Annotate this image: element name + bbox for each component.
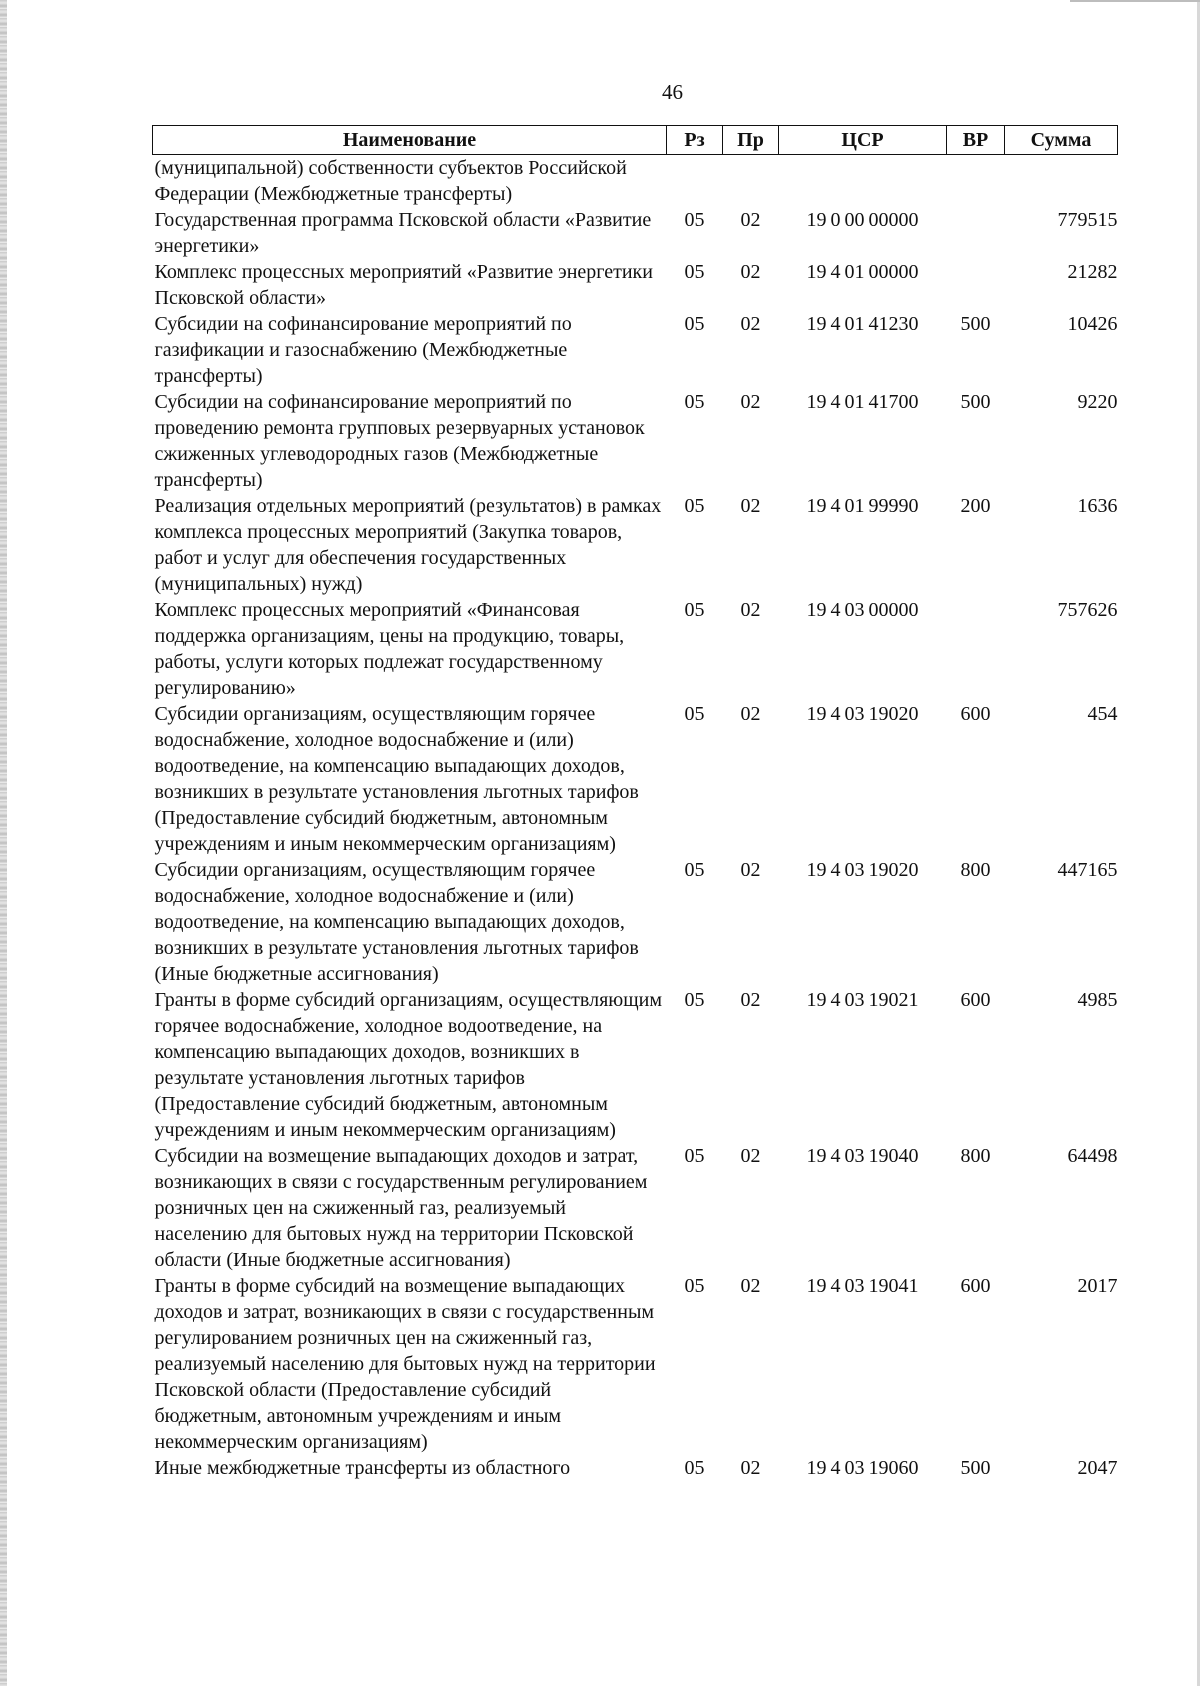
row-csr <box>779 155 947 208</box>
row-pr <box>723 155 779 208</box>
row-pr: 02 <box>740 495 761 517</box>
row-csr: 19 4 03 19021 <box>806 989 919 1011</box>
header-vr: ВР <box>947 126 1005 155</box>
row-sum: 1636 <box>1077 495 1118 517</box>
row-sum: 779515 <box>1057 209 1118 231</box>
table-row <box>153 857 1118 987</box>
row-sum <box>1005 155 1118 208</box>
row-name: Иные межбюджетные трансферты из областного <box>154 1457 571 1479</box>
table-row <box>153 987 1118 1143</box>
row-pr: 02 <box>740 599 761 621</box>
row-csr: 19 4 03 19040 <box>806 1145 919 1167</box>
row-csr: 19 0 00 00000 <box>806 209 919 231</box>
row-csr: 19 4 03 19060 <box>806 1457 919 1479</box>
row-name: (муниципальной) собственности субъектов Российской Федерации (Межбюджетные трансферты) <box>154 157 627 205</box>
row-pr: 02 <box>740 1145 761 1167</box>
row-sum: 9220 <box>1077 391 1118 413</box>
table-row <box>153 389 1118 493</box>
table-row <box>153 311 1118 389</box>
row-name: Субсидии на софинансирование мероприятий по газификации и газоснабжению (Межбюджетные трансферты) <box>154 313 572 387</box>
row-csr: 19 4 01 41700 <box>806 391 919 413</box>
row-name: Реализация отдельных мероприятий (результатов) в рамках комплекса процессных мероприятий (Закупка товаров, работ и услуг для обеспечения государственных (муниципальных) нужд) <box>154 495 662 595</box>
row-name: Субсидии организациям, осуществляющим горячее водоснабжение, холодное водоснабжение и (или) водоотведение, на компенсацию выпадающих доходов, возникших в результате установления льготных тарифов (Иные бюджетные ассигнования) <box>154 859 639 985</box>
table-row <box>153 207 1118 259</box>
row-sum: 64498 <box>1067 1145 1118 1167</box>
row-pr: 02 <box>740 313 761 335</box>
row-rz: 05 <box>684 599 705 621</box>
row-pr: 02 <box>740 703 761 725</box>
row-vr <box>947 259 1005 311</box>
row-csr: 19 4 01 00000 <box>806 261 919 283</box>
row-sum: 2047 <box>1077 1457 1118 1479</box>
row-pr: 02 <box>740 209 761 231</box>
row-pr: 02 <box>740 989 761 1011</box>
row-vr: 500 <box>960 313 991 335</box>
row-rz: 05 <box>684 859 705 881</box>
row-sum: 757626 <box>1057 599 1118 621</box>
header-sum: Сумма <box>1005 126 1118 155</box>
row-vr: 500 <box>960 391 991 413</box>
row-pr: 02 <box>740 859 761 881</box>
header-pr: Пр <box>723 126 779 155</box>
row-vr: 500 <box>960 1457 991 1479</box>
table-row <box>153 597 1118 701</box>
row-vr: 600 <box>960 1275 991 1297</box>
row-csr: 19 4 03 19020 <box>806 703 919 725</box>
table-row <box>153 1455 1118 1481</box>
row-sum: 10426 <box>1067 313 1118 335</box>
table-row <box>153 259 1118 311</box>
row-vr <box>947 155 1005 208</box>
row-name: Гранты в форме субсидий организациям, осуществляющим горячее водоснабжение, холодное водоотведение, на компенсацию выпадающих доходов, возникших в результате установления льготных тарифов (Предоставление субсидий бюджетным, автономным учреждениям и иным некоммерческим организациям) <box>154 989 662 1141</box>
row-name: Субсидии на софинансирование мероприятий по проведению ремонта групповых резервуарных установок сжиженных углеводородных газов (Межбюджетные трансферты) <box>154 391 645 491</box>
row-rz: 05 <box>684 313 705 335</box>
row-rz: 05 <box>684 703 705 725</box>
row-name: Гранты в форме субсидий на возмещение выпадающих доходов и затрат, возникающих в связи с государственным регулированием розничных цен на сжиженный газ, реализуемый населению для бытовых нужд на территории Псковской области (Предоставление субсидий бюджетным, автономным учреждениям и иным некоммерческим организациям) <box>154 1275 656 1453</box>
row-vr: 600 <box>960 989 991 1011</box>
header-name: Наименование <box>153 126 667 155</box>
row-rz: 05 <box>684 209 705 231</box>
row-sum: 454 <box>1087 703 1118 725</box>
row-vr: 800 <box>960 859 991 881</box>
table-row <box>153 493 1118 597</box>
row-name: Государственная программа Псковской области «Развитие энергетики» <box>154 209 652 257</box>
row-rz: 05 <box>684 1275 705 1297</box>
row-name: Комплекс процессных мероприятий «Финансовая поддержка организациям, цены на продукцию, товары, работы, услуги которых подлежат государственному регулированию» <box>154 599 625 699</box>
row-vr <box>947 597 1005 701</box>
row-pr: 02 <box>740 1457 761 1479</box>
row-rz: 05 <box>684 1457 705 1479</box>
row-rz: 05 <box>684 989 705 1011</box>
row-rz <box>667 155 723 208</box>
row-csr: 19 4 01 99990 <box>806 495 919 517</box>
row-vr <box>947 207 1005 259</box>
row-csr: 19 4 03 19020 <box>806 859 919 881</box>
row-name: Субсидии организациям, осуществляющим горячее водоснабжение, холодное водоснабжение и (или) водоотведение, на компенсацию выпадающих доходов, возникших в результате установления льготных тарифов (Предоставление субсидий бюджетным, автономным учреждениям и иным некоммерческим организациям) <box>154 703 639 855</box>
row-csr: 19 4 03 00000 <box>806 599 919 621</box>
table-row <box>153 1273 1118 1455</box>
row-name: Комплекс процессных мероприятий «Развитие энергетики Псковской области» <box>154 261 653 309</box>
row-vr: 600 <box>960 703 991 725</box>
header-csr: ЦСР <box>779 126 947 155</box>
row-rz: 05 <box>684 391 705 413</box>
row-rz: 05 <box>684 1145 705 1167</box>
row-rz: 05 <box>684 261 705 283</box>
header-rz: Рз <box>667 126 723 155</box>
row-sum: 21282 <box>1067 261 1118 283</box>
row-pr: 02 <box>740 261 761 283</box>
row-name: Субсидии на возмещение выпадающих доходов и затрат, возникающих в связи с государственным регулированием розничных цен на сжиженный газ, реализуемый населению для бытовых нужд на территории Псковской области (Иные бюджетные ассигнования) <box>154 1145 648 1271</box>
scan-edge-left <box>0 0 7 1686</box>
row-csr: 19 4 01 41230 <box>806 313 919 335</box>
table-row <box>153 701 1118 857</box>
row-pr: 02 <box>740 391 761 413</box>
table-header-row <box>153 126 1118 155</box>
row-sum: 4985 <box>1077 989 1118 1011</box>
row-vr: 200 <box>960 495 991 517</box>
row-pr: 02 <box>740 1275 761 1297</box>
scan-top-line <box>1070 0 1200 2</box>
page-number: 46 <box>662 80 683 104</box>
table-row <box>153 1143 1118 1273</box>
row-sum: 447165 <box>1057 859 1118 881</box>
budget-table <box>152 125 1118 1481</box>
row-csr: 19 4 03 19041 <box>806 1275 919 1297</box>
row-sum: 2017 <box>1077 1275 1118 1297</box>
row-rz: 05 <box>684 495 705 517</box>
row-vr: 800 <box>960 1145 991 1167</box>
table-row <box>153 155 1118 208</box>
